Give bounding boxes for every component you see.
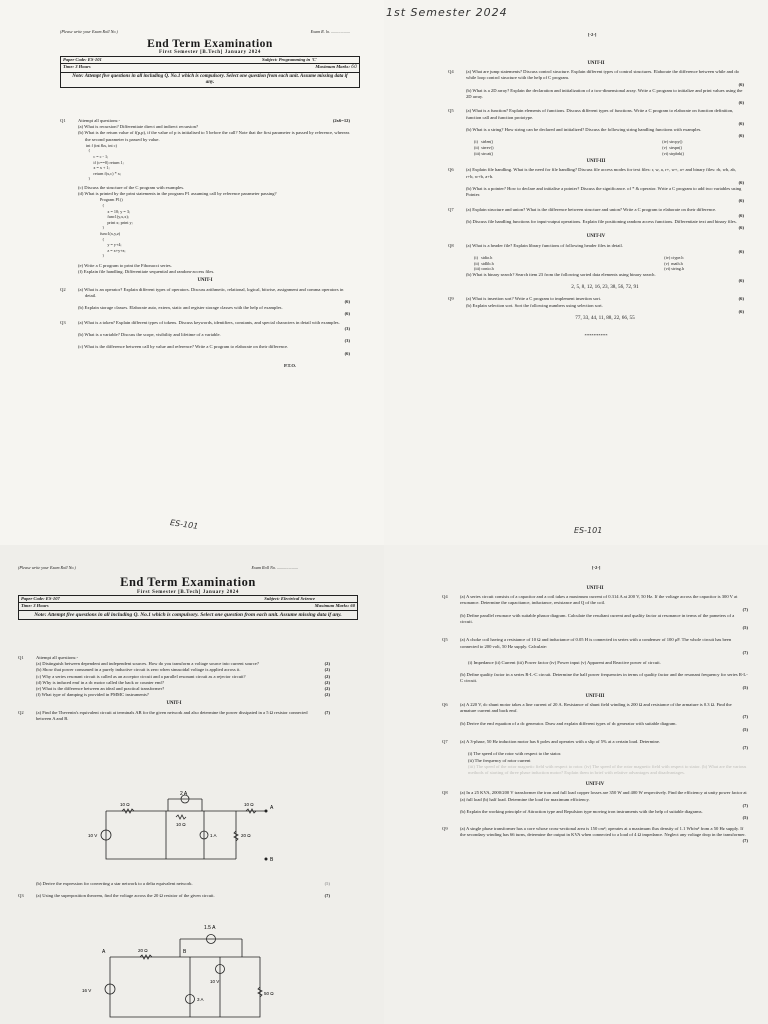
marks: (6): [738, 120, 744, 126]
unit-heading: UNIT-I: [166, 701, 182, 707]
q1-a: (a) What is recursion? Differentiate direct and indirect recursion?: [78, 124, 198, 130]
q6-b: (b) Derive the emf equation of a dc generator. Draw and explain different types of dc generator with suitable diagram.: [460, 720, 677, 726]
label-terminal: A: [270, 805, 274, 811]
marks: (2): [324, 661, 330, 667]
terminal-a: [265, 810, 268, 813]
q3-a: (a) What is a token? Explain different types of tokens. Discuss keywords, identifiers, constants, and special characters in detail with examples.: [78, 319, 340, 325]
time: Time: 3 Hours: [21, 603, 49, 609]
q-label: Q5: [442, 637, 448, 643]
q-label: Q9: [442, 825, 448, 831]
marks: (2): [324, 692, 330, 698]
label-terminal: B: [270, 857, 274, 863]
marks: (3): [344, 338, 350, 344]
q-label: Q9: [448, 296, 454, 302]
q1-c: (c) Why a series resonant circuit is called as an acceptor circuit and a parallel resonant circuit as a rejector circuit?: [36, 673, 246, 679]
circuit-diagram-2: [80, 917, 280, 1023]
q8-a: (a) In a 25 KVA, 2000/200 V transformer the iron and full load copper losses are 350 W and 400 W respectively. Find the efficiency at unity power factor at (a) full load (b) half load. Determine the load for maximum efficiency.: [460, 790, 747, 802]
q7-faded-text: (iii) The speed of the rotor magnetic field with respect to rotor. (iv) The speed of the rotor magnetic field with respect to stator. (b) What are the various methods of starting of three phase induction motor? Explain them in brief with relative advantages and disadvantages.: [468, 763, 747, 776]
q1-e: (e) What is the difference between an ideal and practical transformer?: [36, 686, 165, 692]
q4-a: (a) A series circuit consists of a capacitor and a coil takes a maximum current of 0.314 A at 200 V, 50 Hz. If the voltage across the capacitor is 300 V at resonance. Determine the capacitance, inductance, resistance and Q of the coil.: [460, 594, 738, 606]
marks: (2): [324, 673, 330, 679]
q9-a: (a) A single phase transformer has a core whose cross-sectional area is 150 cm²; operates at a maximum flux density of 1.1 Wb/m² from a 50 Hz supply. If the secondary winding has 66 turns, determine the output in KVA when connected to a load of 4 Ω impedance. Neglect any voltage drop in the transformer.: [460, 825, 746, 837]
q1-b: (b) What is the return value of f(p,p), if the value of p is initialised to 5 before the call? Note that the first parameter is passed by reference, whereas the second parameter is passed by value.: [78, 130, 350, 142]
terminal-b: [265, 858, 268, 861]
q1-head: Attempt all questions:-: [78, 118, 121, 123]
marks: (6): [738, 308, 744, 314]
label-current: 1.5 A: [204, 925, 216, 931]
handwritten-code: ES-101: [169, 518, 199, 531]
marks: (7): [742, 606, 748, 612]
marks: (5): [742, 815, 748, 821]
code-block: Program P1() { x = 10; y = 3; func1(y,x,x); print x; print y; } func1(x,y,z) { y = y+4; z = x+y+z; }: [100, 197, 133, 259]
q5-b: (b) Define quality factor in a series R-L-C circuit. Determine the half power frequencies in terms of quality factor and the resonant frequency for series R-L-C circuit.: [460, 672, 748, 684]
marks: (7): [742, 745, 748, 751]
marks: (6): [344, 311, 350, 317]
time: Time: 3 Hours: [63, 64, 91, 70]
q-label: Q2: [18, 709, 24, 715]
q7-a: (a) A 3-phase, 50 Hz induction motor has 6 poles and operates with a slip of 5% at a certain load. Determine.: [460, 739, 661, 745]
q1-b: (b) Show that power consumed in a purely inductive circuit is zero when sinusoidal voltage is applied across it.: [36, 667, 241, 673]
marks: (6): [344, 350, 350, 356]
label-voltage: 16 V: [82, 988, 92, 993]
marks: (7): [324, 893, 330, 899]
q4-a: (a) What are jump statements? Discuss control structure. Explain different types of control structures. Elaborate the difference between while and do while loop control structure with the help of C program.: [466, 69, 739, 81]
q3-a: (a) Using the superposition theorem, find the voltage across the 20 Ω resistor of the given circuit.: [36, 893, 215, 899]
marks: (6): [344, 298, 350, 304]
q-label: Q3: [60, 319, 66, 325]
marks: (5): [742, 726, 748, 732]
handwritten-title: 1st Semester 2024: [386, 6, 508, 19]
label-resistor: 10 Ω: [176, 822, 186, 827]
q2-b: (b) Derive the expression for converting a star network to a delta equivalent network.: [36, 881, 193, 886]
q8-a: (a) What is a header file? Explain library functions of following header files in detail.: [466, 242, 623, 248]
function-list: (i) strlen() (ii) strrev() (iii) strcat(): [474, 139, 494, 156]
marks: (6): [738, 100, 744, 106]
marks: (7): [742, 714, 748, 720]
unit-heading: UNIT-III: [586, 159, 606, 165]
label-resistor: 20 Ω: [138, 948, 148, 953]
q4-b: (b) What is a 2D array? Explain the declaration and initialization of a two-dimensional array. Write a C program to initialize and print values using the 2D array.: [466, 87, 743, 100]
q1-f: (f) Explain file handling. Differentiate sequential and random-access files.: [78, 269, 215, 275]
paper-code: Paper Code: ES-107: [21, 596, 60, 602]
q5-list: (i) Impedance (ii) Current (iii) Power factor (iv) Power input (v) Apparent and Reactive power of circuit.: [468, 660, 661, 666]
label-voltage: 10 V: [210, 979, 220, 984]
label-resistor: 10 Ω: [120, 802, 130, 807]
handwritten-code: ES-101: [574, 526, 603, 535]
q1-d: (d) Why is induced emf in a dc motor called the back or counter emf?: [36, 679, 164, 685]
q9-a: (a) What is insertion sort? Write a C program to implement insertion sort.: [466, 296, 602, 302]
label-resistor: 10 Ω: [244, 802, 254, 807]
q-label: Q2: [60, 286, 66, 292]
q5-a: (a) A choke coil having a resistance of 10 Ω and inductance of 0.05 H is connected in series with a condenser of 100 μF. The whole circuit has been connected to 200 volt, 50 Hz supply. Calculate:: [460, 637, 732, 649]
marks: (6): [738, 212, 744, 218]
unsorted-data: 77, 33, 44, 11, 88, 22, 66, 55: [575, 315, 635, 322]
max-marks: Maximum Marks: 60: [314, 603, 355, 609]
label-current: 3 A: [197, 997, 204, 1002]
paper-es101-page1: [0, 0, 384, 545]
paper-info-box: [60, 56, 360, 87]
q1-f: (f) What type of damping is provided in PMMC instruments?: [36, 692, 149, 698]
q-label: Q3: [18, 893, 24, 899]
q-label: Q7: [448, 206, 454, 212]
q3-c: (c) What is the difference between call by value and reference? Write a C program to elaborate on their difference.: [78, 344, 289, 350]
exam-title: End Term Examination: [147, 38, 273, 51]
q3-b: (b) What is a variable? Discuss the scope, visibility and lifetime of a variable.: [78, 331, 221, 337]
q-label: Q4: [448, 69, 454, 75]
subject: Subject: Electrical Science: [264, 596, 315, 602]
roll-note: (Please write your Exam Roll No.): [60, 29, 118, 34]
q9-b: (b) Explain selection sort. Sort the following numbers using selection sort.: [466, 302, 603, 308]
q-label: Q8: [442, 790, 448, 796]
label-current: 2 A: [180, 791, 188, 797]
marks: (6): [738, 179, 744, 185]
marks: (2): [324, 679, 330, 685]
marks: (6): [738, 133, 744, 139]
q5-b: (b) What is a string? How string can be declared and initialized? Discuss the following string handling functions with examples.: [466, 127, 702, 133]
header-list: (i) stdio.h (ii) stdlib.h (iii) conio.h: [474, 255, 494, 272]
q7-i: (i) The speed of the rotor with respect to the stator.: [468, 751, 562, 757]
unit-heading: UNIT-II: [586, 586, 604, 591]
q8-b: (b) What is binary search? Search item 23 from the following sorted data elements using binary search.: [466, 271, 656, 277]
unit-heading: UNIT-IV: [586, 234, 606, 240]
q7-ii: (ii) The frequency of rotor current: [468, 757, 531, 763]
label-current: 1 A: [210, 833, 217, 838]
marks: (5): [742, 625, 748, 631]
exam-roll: Exam R. lo. ..................: [310, 29, 350, 34]
max-marks-value: 60: [351, 65, 357, 71]
marks: (7): [742, 837, 748, 843]
q2-a: (a) What is an operator? Explain different types of operators. Discuss arithmetic, relational, logical, bitwise, assignment and comma operators in detail.: [78, 286, 344, 298]
subject: Subject: Programming in 'C': [261, 57, 317, 63]
q4-b: (b) Define parallel resonace with suitable phasor diagram. Calculate the resultant current and quality factor at resonance in terms of the pameters of a circuit.: [460, 612, 735, 625]
marks: (6): [738, 81, 744, 87]
q1-d: (d) What is printed by the print statements in the program P1 assuming call by reference parameter passing?: [78, 191, 277, 197]
exam-title: End Term Examination: [120, 575, 256, 590]
unit-heading: UNIT-III: [585, 693, 605, 699]
q6-a: (a) Explain file handling. What is the need for file handling? Discuss file access modes for text files: r, w, a, r+, w+, a+ and binary files: rb, wb, ab, r+b, w+b, a+b.: [466, 167, 736, 179]
semester-line: First Semester [B.Tech] January 2024: [158, 50, 261, 56]
q1-head: Attempt all questions:-: [36, 655, 79, 660]
q-label: Q7: [442, 739, 448, 745]
marks: (6): [738, 296, 744, 302]
label-node: A: [102, 949, 106, 955]
paper-es107-page1: [0, 545, 384, 1024]
q1-e: (e) Write a C program to print the Fibonacci series.: [78, 262, 172, 268]
unit-heading: UNIT-IV: [585, 782, 605, 788]
paper-code: Paper Code: ES-101: [63, 57, 102, 63]
q6-a: (a) A 220 V, dc shunt motor takes a line current of 20 A. Resistance of shunt field winding is 200 Ω and resistance of the armature is 0.3 Ω. Find the armature current and back emf.: [460, 702, 732, 714]
q-label: Q4: [442, 594, 448, 600]
q7-a: (a) Explain structure and union? What is the difference between structure and union? Write a C program to elaborate on their difference.: [466, 206, 717, 212]
function-list: (iv) strcpy() (v) strspn() (vi) strpbrk(): [662, 139, 684, 156]
marks: (7): [742, 802, 748, 808]
q1-c: (c) Discuss the structure of the C program with examples.: [78, 184, 185, 190]
label-voltage: 10 V: [88, 833, 98, 838]
circuit-diagram-1: [86, 791, 286, 867]
paper-info-box: [18, 595, 358, 620]
unit-heading: UNIT-II: [587, 61, 605, 66]
label-resistor: 50 Ω: [264, 991, 274, 996]
marks: (2x6=12): [332, 118, 350, 123]
semester-line: First Semester [B.Tech] January 2024: [136, 590, 239, 596]
roll-note: (Please write your Exam Roll No.): [18, 565, 76, 570]
q-label: Q5: [448, 108, 454, 114]
q-label: Q1: [60, 118, 66, 123]
q7-b: (b) Discuss file handling functions for input-output operations. Explain file positioning random access functions. Differentiate text and binary files.: [466, 219, 737, 225]
sorted-data: 2, 5, 8, 12, 16, 23, 38, 56, 72, 91: [571, 284, 639, 291]
q-label: Q6: [448, 167, 454, 173]
marks: (5): [742, 684, 748, 690]
marks: (3): [344, 325, 350, 331]
paper-es107-page2: [384, 545, 768, 1024]
marks: (7): [742, 649, 748, 655]
label-node: B: [183, 949, 187, 955]
marks: (2): [324, 686, 330, 692]
q2-b: (b) Explain storage classes. Elaborate auto, extern, static and register storage classes with the help of examples.: [78, 305, 283, 311]
q8-b: (b) Explain the working principle of Attraction type and Repulsion type moving iron instruments with the help of suitable diagrams.: [460, 809, 703, 815]
code-block: int f (int &x, int c) { c = c - 1; if (c==0) return 1; x = x + 1; return f(x,c) * x; }: [86, 142, 124, 182]
exam-roll: Exam Roll No. ....................: [251, 565, 298, 570]
q-label: Q8: [448, 242, 454, 248]
end-stars: **********: [584, 333, 608, 339]
marks: (6): [738, 198, 744, 204]
q-label: Q1: [18, 655, 24, 660]
q6-b: (b) What is a pointer? How to declare and initialise a pointer? Discuss the significance. of * & operator. Write a C program to add two variables using Pointer.: [466, 186, 742, 198]
marks: (6): [738, 278, 744, 284]
note: Note: Attempt five questions in all including Q. No.1 which is compulsory. Select one question from each unit. Assume missing data if any.: [72, 73, 348, 85]
marks: (6): [738, 225, 744, 231]
page-number: [-2-]: [592, 565, 601, 570]
note: Note: Attempt five questions in all including Q. No.1 which is compulsory. Select one question from each unit. Assume missing data if any.: [34, 611, 342, 618]
header-list: (iv) ctype.h (v) math.h (vi) string.h: [664, 255, 684, 272]
label-resistor: 20 Ω: [241, 833, 251, 838]
marks: (6): [738, 248, 744, 254]
max-marks: Maximum Marks:: [315, 64, 350, 70]
page-number: [-2-]: [588, 32, 597, 37]
marks: (5): [324, 881, 330, 886]
marks: (7): [324, 709, 330, 715]
unit-heading: UNIT-I: [197, 278, 213, 284]
q2-a: (a) Find the Thevenin's equivalent circuit at terminals AB for the given network and also determine the power dissipated in a 5 Ω resistor connected between A and B.: [36, 709, 308, 721]
paper-es101-page2: [384, 0, 768, 545]
q5-a: (a) What is a function? Explain elements of functions. Discuss different types of functions. Write a C program to elaborate on function definition, function call and function prototype.: [466, 108, 734, 120]
marks: (2): [324, 667, 330, 673]
q1-a: (a) Distinguish between dependent and independent sources. How do you transform a voltage source into current source?: [36, 661, 259, 667]
pto: P.T.O.: [283, 362, 297, 368]
q-label: Q6: [442, 702, 448, 708]
